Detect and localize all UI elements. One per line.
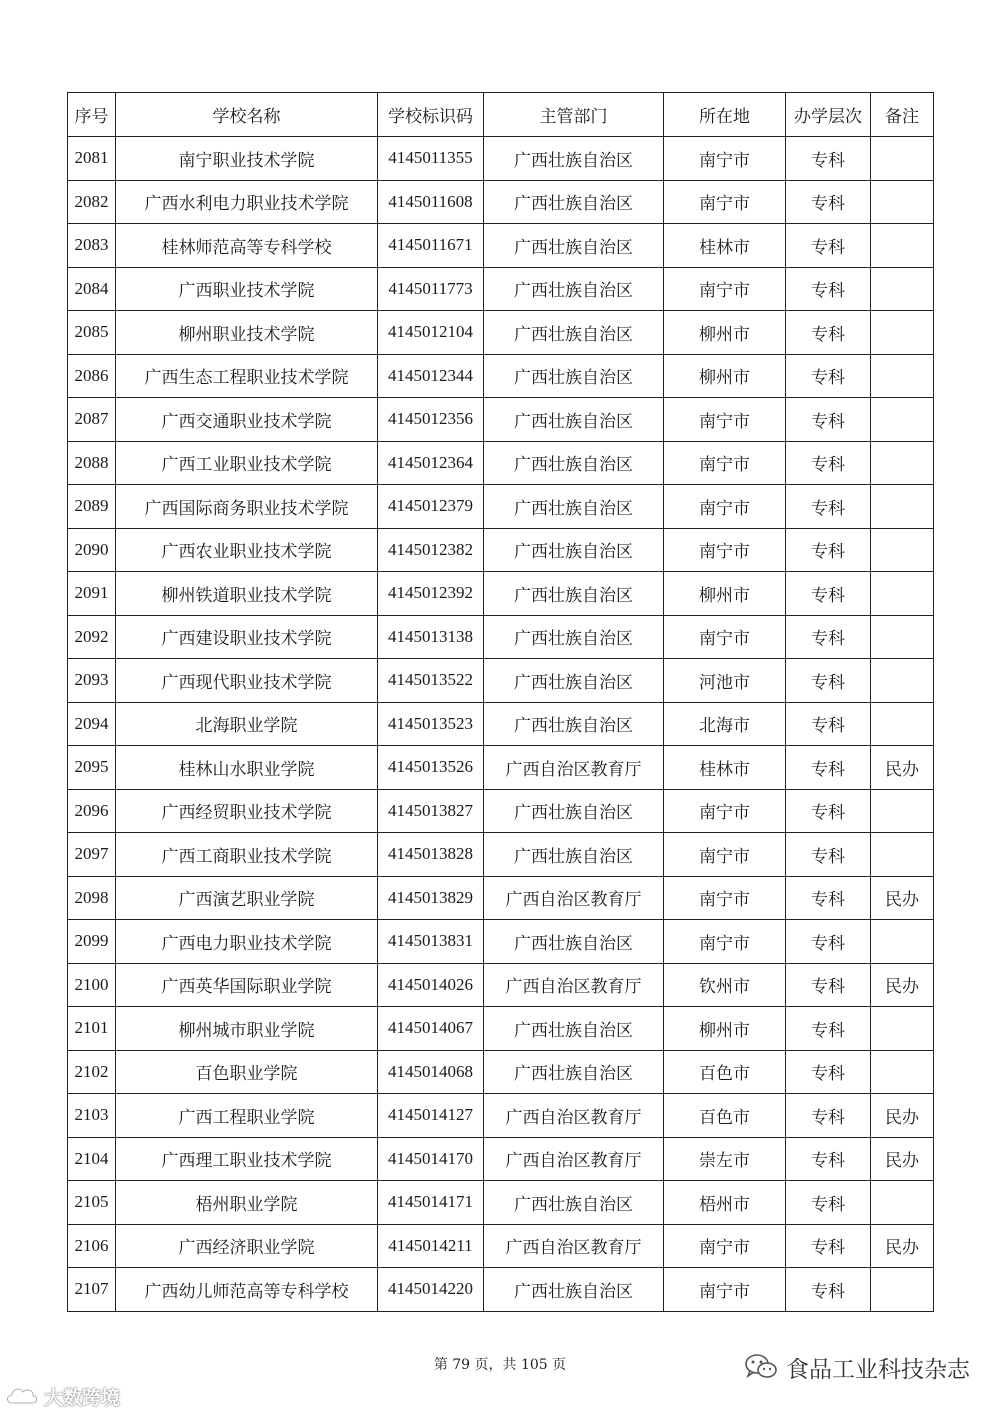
table-row: [68, 441, 934, 485]
cell-remark: 民办: [871, 1094, 934, 1138]
cell-remark: [871, 659, 934, 703]
cell-school-name: 百色职业学院: [116, 1050, 378, 1094]
cell-school-name: 广西水利电力职业技术学院: [116, 180, 378, 224]
cell-school-name: 广西工程职业学院: [116, 1094, 378, 1138]
table-row: [68, 1137, 934, 1181]
cell-school-code: 4145013526: [378, 746, 484, 790]
cell-remark: 民办: [871, 746, 934, 790]
cell-seq: 2099: [68, 920, 116, 964]
cell-school-name: 广西理工职业技术学院: [116, 1137, 378, 1181]
cell-location: 南宁市: [664, 267, 786, 311]
cell-remark: [871, 311, 934, 355]
cell-remark: [871, 137, 934, 181]
cell-seq: 2107: [68, 1268, 116, 1312]
cell-school-name: 柳州城市职业学院: [116, 1007, 378, 1051]
cell-remark: 民办: [871, 876, 934, 920]
cell-level: 专科: [786, 789, 871, 833]
cell-school-name: 广西职业技术学院: [116, 267, 378, 311]
cell-authority: 广西自治区教育厅: [484, 746, 664, 790]
cell-authority: 广西自治区教育厅: [484, 963, 664, 1007]
cell-school-code: 4145012344: [378, 354, 484, 398]
cell-seq: 2106: [68, 1224, 116, 1268]
table-row: [68, 1268, 934, 1312]
cell-school-name: 广西演艺职业学院: [116, 876, 378, 920]
cell-location: 南宁市: [664, 833, 786, 877]
cell-school-code: 4145011671: [378, 224, 484, 268]
cell-location: 桂林市: [664, 746, 786, 790]
cell-school-name: 广西农业职业技术学院: [116, 528, 378, 572]
cell-school-code: 4145013523: [378, 702, 484, 746]
cell-level: 专科: [786, 485, 871, 529]
header-location: 所在地: [664, 93, 786, 137]
cell-remark: [871, 354, 934, 398]
cell-location: 南宁市: [664, 1268, 786, 1312]
cell-school-code: 4145013828: [378, 833, 484, 877]
cloud-logo-icon: [4, 1385, 40, 1407]
cell-authority: 广西壮族自治区: [484, 1181, 664, 1225]
cell-location: 南宁市: [664, 876, 786, 920]
cell-authority: 广西壮族自治区: [484, 398, 664, 442]
cell-school-name: 梧州职业学院: [116, 1181, 378, 1225]
cell-school-code: 4145013831: [378, 920, 484, 964]
cell-location: 柳州市: [664, 354, 786, 398]
cell-authority: 广西自治区教育厅: [484, 1137, 664, 1181]
cell-seq: 2088: [68, 441, 116, 485]
cell-remark: 民办: [871, 963, 934, 1007]
cell-level: 专科: [786, 1007, 871, 1051]
cell-location: 南宁市: [664, 615, 786, 659]
cell-seq: 2084: [68, 267, 116, 311]
header-remark: 备注: [871, 93, 934, 137]
cell-remark: [871, 1181, 934, 1225]
cell-school-code: 4145012364: [378, 441, 484, 485]
cell-seq: 2103: [68, 1094, 116, 1138]
cell-school-name: 广西现代职业技术学院: [116, 659, 378, 703]
cell-authority: 广西壮族自治区: [484, 137, 664, 181]
table-row: [68, 572, 934, 616]
cell-authority: 广西壮族自治区: [484, 615, 664, 659]
table-row: [68, 833, 934, 877]
cell-seq: 2093: [68, 659, 116, 703]
cell-authority: 广西壮族自治区: [484, 267, 664, 311]
cell-level: 专科: [786, 441, 871, 485]
cell-school-code: 4145014171: [378, 1181, 484, 1225]
cell-remark: [871, 1050, 934, 1094]
cell-authority: 广西壮族自治区: [484, 833, 664, 877]
cell-location: 南宁市: [664, 137, 786, 181]
cell-seq: 2085: [68, 311, 116, 355]
cell-level: 专科: [786, 528, 871, 572]
cell-school-name: 广西国际商务职业技术学院: [116, 485, 378, 529]
cell-seq: 2086: [68, 354, 116, 398]
cell-level: 专科: [786, 833, 871, 877]
cell-level: 专科: [786, 963, 871, 1007]
cell-location: 南宁市: [664, 789, 786, 833]
table-row: [68, 1181, 934, 1225]
left-watermark-text: 大数跨境: [44, 1386, 121, 1409]
cell-remark: [871, 702, 934, 746]
cell-school-name: 广西经济职业学院: [116, 1224, 378, 1268]
table-row: [68, 702, 934, 746]
cell-level: 专科: [786, 267, 871, 311]
cell-level: 专科: [786, 1137, 871, 1181]
cell-remark: [871, 267, 934, 311]
cell-level: 专科: [786, 876, 871, 920]
cell-location: 柳州市: [664, 572, 786, 616]
cell-authority: 广西壮族自治区: [484, 1268, 664, 1312]
page-number-footer: 第 79 页，共 105 页: [433, 1357, 567, 1373]
cell-location: 南宁市: [664, 920, 786, 964]
cell-school-code: 4145014026: [378, 963, 484, 1007]
cell-school-code: 4145012379: [378, 485, 484, 529]
table-row: [68, 1007, 934, 1051]
cell-remark: [871, 572, 934, 616]
right-watermark-text: 食品工业科技杂志: [786, 1356, 970, 1383]
cell-remark: 民办: [871, 1137, 934, 1181]
cell-school-code: 4145012104: [378, 311, 484, 355]
cell-remark: [871, 528, 934, 572]
cell-school-name: 广西幼儿师范高等专科学校: [116, 1268, 378, 1312]
cell-location: 南宁市: [664, 485, 786, 529]
cell-level: 专科: [786, 398, 871, 442]
cell-location: 南宁市: [664, 441, 786, 485]
cell-authority: 广西自治区教育厅: [484, 1224, 664, 1268]
cell-remark: [871, 1007, 934, 1051]
cell-authority: 广西壮族自治区: [484, 789, 664, 833]
cell-authority: 广西自治区教育厅: [484, 876, 664, 920]
cell-school-code: 4145014068: [378, 1050, 484, 1094]
cell-level: 专科: [786, 224, 871, 268]
table-row: [68, 398, 934, 442]
table-row: [68, 876, 934, 920]
cell-authority: 广西壮族自治区: [484, 441, 664, 485]
cell-level: 专科: [786, 702, 871, 746]
table-row: [68, 311, 934, 355]
cell-school-name: 桂林师范高等专科学校: [116, 224, 378, 268]
cell-authority: 广西壮族自治区: [484, 1050, 664, 1094]
table-header-row: [68, 93, 934, 137]
table-row: [68, 746, 934, 790]
cell-remark: [871, 789, 934, 833]
cell-location: 北海市: [664, 702, 786, 746]
cell-location: 桂林市: [664, 224, 786, 268]
cell-location: 百色市: [664, 1094, 786, 1138]
cell-location: 南宁市: [664, 398, 786, 442]
header-seq: 序号: [68, 93, 116, 137]
table-row: [68, 180, 934, 224]
cell-seq: 2082: [68, 180, 116, 224]
cell-remark: 民办: [871, 1224, 934, 1268]
table-row: [68, 267, 934, 311]
table-row: [68, 485, 934, 529]
table-row: [68, 920, 934, 964]
cell-location: 梧州市: [664, 1181, 786, 1225]
cell-location: 南宁市: [664, 1224, 786, 1268]
cell-authority: 广西自治区教育厅: [484, 1094, 664, 1138]
cell-seq: 2097: [68, 833, 116, 877]
cell-school-code: 4145013829: [378, 876, 484, 920]
cell-authority: 广西壮族自治区: [484, 224, 664, 268]
table-row: [68, 1094, 934, 1138]
cell-school-code: 4145013522: [378, 659, 484, 703]
table-body: [68, 137, 934, 1312]
cell-school-code: 4145014067: [378, 1007, 484, 1051]
cell-school-code: 4145014170: [378, 1137, 484, 1181]
cell-school-name: 广西生态工程职业技术学院: [116, 354, 378, 398]
cell-school-code: 4145014220: [378, 1268, 484, 1312]
header-authority: 主管部门: [484, 93, 664, 137]
cell-location: 南宁市: [664, 528, 786, 572]
cell-seq: 2090: [68, 528, 116, 572]
cell-level: 专科: [786, 1094, 871, 1138]
cell-level: 专科: [786, 311, 871, 355]
cell-seq: 2089: [68, 485, 116, 529]
cell-level: 专科: [786, 746, 871, 790]
cell-location: 百色市: [664, 1050, 786, 1094]
cell-school-name: 广西电力职业技术学院: [116, 920, 378, 964]
cell-authority: 广西壮族自治区: [484, 311, 664, 355]
cell-seq: 2095: [68, 746, 116, 790]
table-row: [68, 659, 934, 703]
table-row: [68, 354, 934, 398]
cell-seq: 2101: [68, 1007, 116, 1051]
cell-school-code: 4145014211: [378, 1224, 484, 1268]
wechat-icon: [744, 1353, 778, 1381]
cell-level: 专科: [786, 572, 871, 616]
cell-remark: [871, 398, 934, 442]
cell-authority: 广西壮族自治区: [484, 485, 664, 529]
cell-seq: 2100: [68, 963, 116, 1007]
table-row: [68, 789, 934, 833]
cell-level: 专科: [786, 354, 871, 398]
right-watermark: [744, 1351, 970, 1383]
cell-level: 专科: [786, 659, 871, 703]
cell-authority: 广西壮族自治区: [484, 180, 664, 224]
cell-authority: 广西壮族自治区: [484, 702, 664, 746]
table-row: [68, 615, 934, 659]
cell-level: 专科: [786, 180, 871, 224]
cell-seq: 2092: [68, 615, 116, 659]
cell-authority: 广西壮族自治区: [484, 659, 664, 703]
cell-level: 专科: [786, 615, 871, 659]
cell-remark: [871, 224, 934, 268]
cell-school-code: 4145014127: [378, 1094, 484, 1138]
cell-seq: 2083: [68, 224, 116, 268]
cell-school-code: 4145012382: [378, 528, 484, 572]
cell-location: 柳州市: [664, 311, 786, 355]
cell-seq: 2098: [68, 876, 116, 920]
cell-remark: [871, 920, 934, 964]
cell-seq: 2102: [68, 1050, 116, 1094]
cell-level: 专科: [786, 1224, 871, 1268]
cell-level: 专科: [786, 920, 871, 964]
cell-remark: [871, 833, 934, 877]
table-row: [68, 1224, 934, 1268]
cell-location: 柳州市: [664, 1007, 786, 1051]
cell-school-name: 柳州职业技术学院: [116, 311, 378, 355]
cell-remark: [871, 615, 934, 659]
cell-school-code: 4145013138: [378, 615, 484, 659]
cell-school-name: 柳州铁道职业技术学院: [116, 572, 378, 616]
table-row: [68, 1050, 934, 1094]
cell-school-name: 南宁职业技术学院: [116, 137, 378, 181]
cell-seq: 2104: [68, 1137, 116, 1181]
cell-school-name: 广西英华国际职业学院: [116, 963, 378, 1007]
cell-seq: 2105: [68, 1181, 116, 1225]
cell-seq: 2096: [68, 789, 116, 833]
cell-remark: [871, 180, 934, 224]
cell-school-name: 广西建设职业技术学院: [116, 615, 378, 659]
school-list-table: [67, 92, 934, 1312]
cell-school-code: 4145011355: [378, 137, 484, 181]
cell-school-name: 桂林山水职业学院: [116, 746, 378, 790]
cell-authority: 广西壮族自治区: [484, 920, 664, 964]
table-row: [68, 224, 934, 268]
cell-remark: [871, 1268, 934, 1312]
cell-school-code: 4145011773: [378, 267, 484, 311]
cell-authority: 广西壮族自治区: [484, 572, 664, 616]
cell-remark: [871, 441, 934, 485]
cell-location: 钦州市: [664, 963, 786, 1007]
cell-school-name: 广西经贸职业技术学院: [116, 789, 378, 833]
cell-location: 南宁市: [664, 180, 786, 224]
cell-school-name: 广西工商职业技术学院: [116, 833, 378, 877]
cell-location: 崇左市: [664, 1137, 786, 1181]
cell-remark: [871, 485, 934, 529]
cell-authority: 广西壮族自治区: [484, 354, 664, 398]
cell-location: 河池市: [664, 659, 786, 703]
cell-school-code: 4145012356: [378, 398, 484, 442]
cell-seq: 2081: [68, 137, 116, 181]
cell-level: 专科: [786, 1181, 871, 1225]
header-school-name: 学校名称: [116, 93, 378, 137]
cell-school-code: 4145011608: [378, 180, 484, 224]
cell-seq: 2087: [68, 398, 116, 442]
header-level: 办学层次: [786, 93, 871, 137]
cell-level: 专科: [786, 1268, 871, 1312]
cell-school-name: 广西工业职业技术学院: [116, 441, 378, 485]
cell-level: 专科: [786, 137, 871, 181]
cell-school-name: 北海职业学院: [116, 702, 378, 746]
cell-seq: 2091: [68, 572, 116, 616]
table-row: [68, 963, 934, 1007]
left-watermark: [4, 1384, 120, 1408]
table-row: [68, 137, 934, 181]
cell-school-name: 广西交通职业技术学院: [116, 398, 378, 442]
cell-authority: 广西壮族自治区: [484, 1007, 664, 1051]
table-row: [68, 528, 934, 572]
cell-authority: 广西壮族自治区: [484, 528, 664, 572]
cell-seq: 2094: [68, 702, 116, 746]
cell-level: 专科: [786, 1050, 871, 1094]
cell-school-code: 4145013827: [378, 789, 484, 833]
header-school-code: 学校标识码: [378, 93, 484, 137]
cell-school-code: 4145012392: [378, 572, 484, 616]
